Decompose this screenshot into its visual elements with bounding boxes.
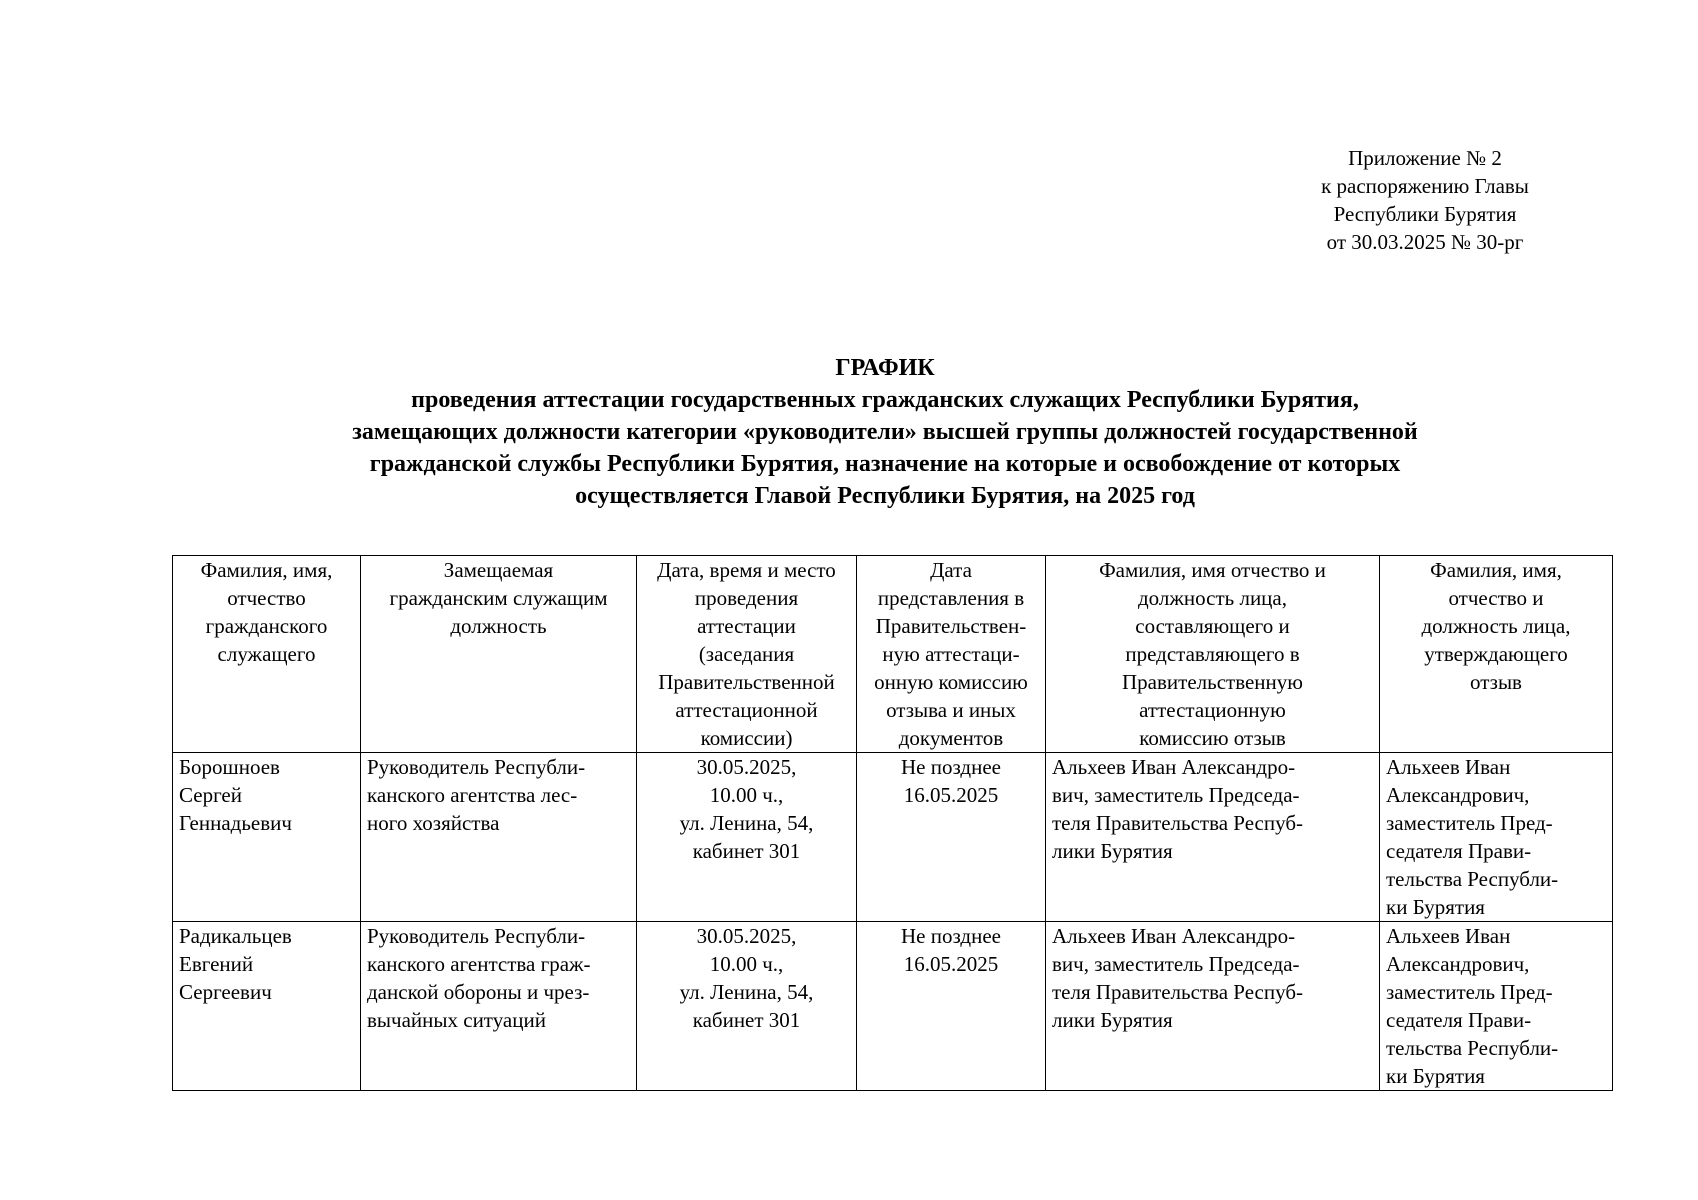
header-row bbox=[173, 556, 1613, 753]
cell-line: Замещаемая bbox=[443, 558, 554, 582]
cell-line: канского агентства лес- bbox=[367, 783, 578, 807]
header-review-author bbox=[1046, 556, 1380, 753]
cell-line: Геннадьевич bbox=[179, 811, 292, 835]
cell-line: онную комиссию bbox=[874, 670, 1028, 694]
appendix-line: Республики Бурятия bbox=[1333, 202, 1517, 226]
cell-line: Альхеев Иван bbox=[1386, 924, 1511, 948]
cell-line: ки Бурятия bbox=[1386, 895, 1485, 919]
cell-line: Не позднее bbox=[901, 755, 1001, 779]
title-heading: ГРАФИК bbox=[835, 355, 935, 381]
cell-line: Не позднее bbox=[901, 924, 1001, 948]
title-line: замещающих должности категории «руководители» высшей группы должностей государственной bbox=[352, 419, 1418, 445]
cell-line: Александрович, bbox=[1386, 952, 1530, 976]
appendix-note bbox=[1255, 144, 1595, 256]
header-employee-name bbox=[173, 556, 361, 753]
cell-line: кабинет 301 bbox=[692, 839, 801, 863]
cell-position bbox=[361, 922, 637, 1091]
cell-line: вычайных ситуаций bbox=[367, 1008, 546, 1032]
cell-line: Правительственной bbox=[658, 670, 835, 694]
cell-line: седателя Прави- bbox=[1386, 1008, 1532, 1032]
title-line: проведения аттестации государственных гражданских служащих Республики Бурятия, bbox=[411, 387, 1359, 413]
cell-line: заместитель Пред- bbox=[1386, 980, 1553, 1004]
cell-line: лики Бурятия bbox=[1052, 839, 1173, 863]
cell-line: Альхеев Иван bbox=[1386, 755, 1511, 779]
cell-line: 16.05.2025 bbox=[903, 783, 999, 807]
cell-line: представления в bbox=[877, 586, 1025, 610]
cell-line: седателя Прави- bbox=[1386, 839, 1532, 863]
cell-line: 30.05.2025, bbox=[696, 755, 797, 779]
cell-review-submission-date bbox=[857, 753, 1046, 922]
cell-line: отчество bbox=[227, 586, 306, 610]
cell-line: Альхеев Иван Александро- bbox=[1052, 924, 1296, 948]
cell-line: ную аттестаци- bbox=[882, 642, 1020, 666]
cell-line: Радикальцев bbox=[179, 924, 292, 948]
cell-line: канского агентства граж- bbox=[367, 952, 591, 976]
cell-line: Альхеев Иван Александро- bbox=[1052, 755, 1296, 779]
cell-line: Руководитель Республи- bbox=[367, 755, 586, 779]
document-title bbox=[150, 352, 1620, 512]
cell-review-author bbox=[1046, 753, 1380, 922]
cell-attestation-date-place bbox=[637, 753, 857, 922]
cell-line: тельства Республи- bbox=[1386, 1036, 1559, 1060]
cell-line: Евгений bbox=[179, 952, 254, 976]
header-review-submission-date bbox=[857, 556, 1046, 753]
cell-line: проведения bbox=[694, 586, 799, 610]
attestation-schedule-table bbox=[172, 555, 1613, 1091]
appendix-line: Приложение № 2 bbox=[1348, 146, 1502, 170]
cell-review-submission-date bbox=[857, 922, 1046, 1091]
cell-line: 16.05.2025 bbox=[903, 952, 999, 976]
cell-review-author bbox=[1046, 922, 1380, 1091]
cell-line: Сергей bbox=[179, 783, 242, 807]
cell-line: ного хозяйства bbox=[367, 811, 500, 835]
cell-line: гражданским служащим bbox=[389, 586, 608, 610]
cell-line: вич, заместитель Председа- bbox=[1052, 952, 1300, 976]
header-review-approver bbox=[1380, 556, 1613, 753]
cell-line: заместитель Пред- bbox=[1386, 811, 1553, 835]
cell-line: ул. Ленина, 54, bbox=[679, 811, 814, 835]
cell-line: представляющего в bbox=[1125, 642, 1300, 666]
cell-line: теля Правительства Респуб- bbox=[1052, 980, 1303, 1004]
cell-line: утверждающего bbox=[1424, 642, 1568, 666]
appendix-line: от 30.03.2025 № 30-рг bbox=[1326, 230, 1524, 254]
cell-line: вич, заместитель Председа- bbox=[1052, 783, 1300, 807]
cell-line: Фамилия, имя, bbox=[200, 558, 333, 582]
cell-line: Фамилия, имя, bbox=[1430, 558, 1562, 582]
cell-line: должность bbox=[450, 614, 547, 638]
cell-line: документов bbox=[898, 726, 1004, 750]
cell-line: кабинет 301 bbox=[692, 1008, 801, 1032]
cell-line: должность лица, bbox=[1137, 586, 1287, 610]
header-position bbox=[361, 556, 637, 753]
cell-line: Дата, время и место bbox=[657, 558, 836, 582]
cell-line: аттестационной bbox=[675, 698, 818, 722]
cell-attestation-date-place bbox=[637, 922, 857, 1091]
cell-line: отчество и bbox=[1448, 586, 1544, 610]
cell-line: Дата bbox=[930, 558, 972, 582]
cell-line: тельства Республи- bbox=[1386, 867, 1559, 891]
cell-line: аттестации bbox=[697, 614, 796, 638]
appendix-line: к распоряжению Главы bbox=[1321, 174, 1529, 198]
cell-line: Сергеевич bbox=[179, 980, 272, 1004]
title-line: гражданской службы Республики Бурятия, назначение на которые и освобождение от которых bbox=[369, 451, 1401, 477]
cell-line: ки Бурятия bbox=[1386, 1064, 1485, 1088]
cell-line: отзыва и иных bbox=[886, 698, 1016, 722]
cell-line: Правительствен- bbox=[875, 614, 1027, 638]
cell-line: данской обороны и чрез- bbox=[367, 980, 590, 1004]
cell-line: Правительственную bbox=[1122, 670, 1303, 694]
cell-line: 10.00 ч., bbox=[709, 783, 784, 807]
cell-line: гражданского bbox=[205, 614, 328, 638]
cell-line: 10.00 ч., bbox=[709, 952, 784, 976]
cell-line: должность лица, bbox=[1421, 614, 1571, 638]
cell-line: Фамилия, имя отчество и bbox=[1099, 558, 1326, 582]
cell-line: Руководитель Республи- bbox=[367, 924, 586, 948]
cell-line: (заседания bbox=[698, 642, 795, 666]
header-attestation-date-place bbox=[637, 556, 857, 753]
table-row bbox=[173, 753, 1613, 922]
cell-line: служащего bbox=[217, 642, 316, 666]
cell-line: Борошноев bbox=[179, 755, 280, 779]
cell-line: аттестационную bbox=[1139, 698, 1286, 722]
cell-line: отзыв bbox=[1470, 670, 1522, 694]
cell-position bbox=[361, 753, 637, 922]
cell-line: ул. Ленина, 54, bbox=[679, 980, 814, 1004]
cell-employee-name bbox=[173, 922, 361, 1091]
cell-line: лики Бурятия bbox=[1052, 1008, 1173, 1032]
cell-line: комиссию отзыв bbox=[1139, 726, 1286, 750]
cell-line: 30.05.2025, bbox=[696, 924, 797, 948]
cell-review-approver bbox=[1380, 753, 1613, 922]
cell-line: составляющего и bbox=[1135, 614, 1290, 638]
cell-line: теля Правительства Респуб- bbox=[1052, 811, 1303, 835]
cell-line: комиссии) bbox=[700, 726, 793, 750]
title-line: осуществляется Главой Республики Бурятия, на 2025 год bbox=[575, 483, 1195, 509]
cell-employee-name bbox=[173, 753, 361, 922]
cell-review-approver bbox=[1380, 922, 1613, 1091]
table-row bbox=[173, 922, 1613, 1091]
cell-line: Александрович, bbox=[1386, 783, 1530, 807]
